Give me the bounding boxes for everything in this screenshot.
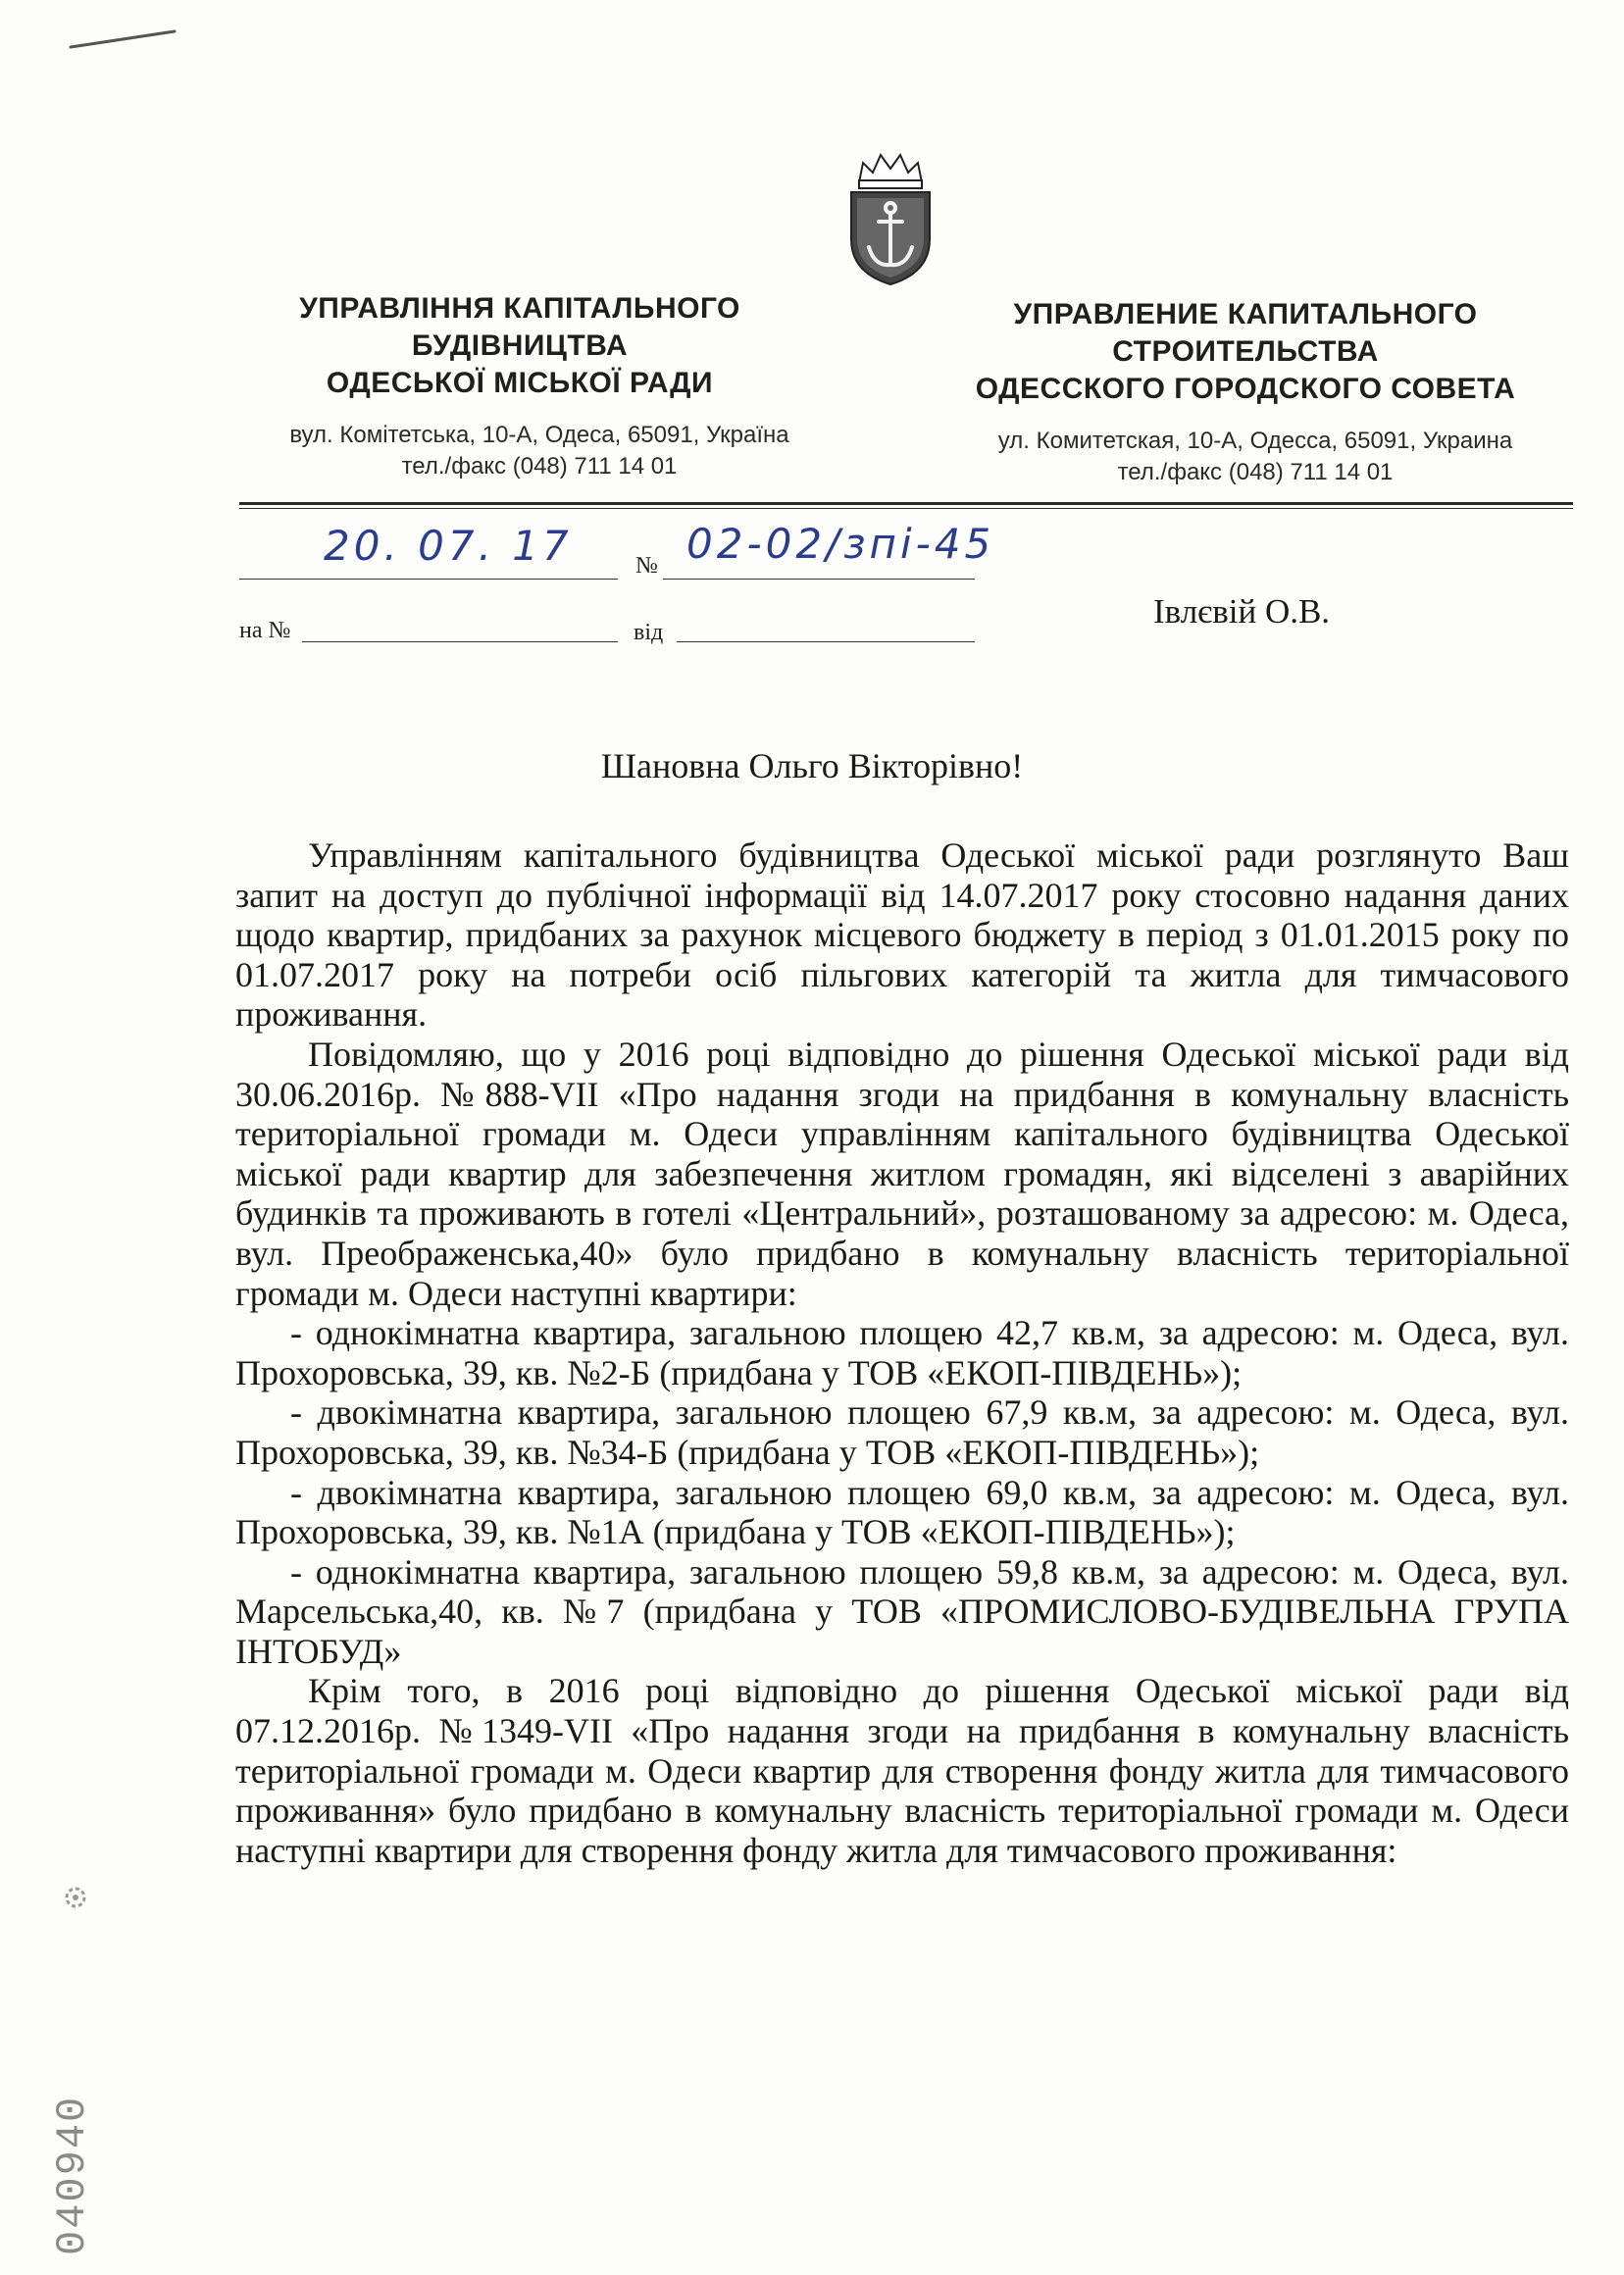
number-label: № [635, 553, 658, 579]
org-name-russian [902, 296, 1589, 408]
paragraph: Крім того, в 2016 році відповідно до рішення Одеської міської ради від 07.12.2016р. №1349-VII «Про надання згоди на придбання в комунальну власність територіальної громади м. Одеси квартир для створення фонду житла для тимчасового проживання» було придбано в комунальну власність територіальної громади м. Одеси наступні квартири для створення фонду житла для тимчасового проживання: [235, 1671, 1569, 1870]
org-address-line: ул. Комитетская, 10-А, Одесса, 65091, Украина [997, 428, 1513, 454]
date-line [239, 579, 618, 580]
org-address-russian [912, 426, 1599, 488]
gear-stamp-icon [59, 1881, 92, 1914]
serial-stamp [49, 2000, 98, 2255]
ref-from-label: від [634, 620, 664, 645]
ref-from-line [677, 641, 975, 642]
addressee: Івлєвій О.В. [1153, 592, 1331, 631]
pen-stroke-mark [69, 27, 177, 51]
serial-number: 040940 [49, 2095, 96, 2255]
header-divider [239, 502, 1573, 505]
list-item: - однокімнатна квартира, загальною площею 42,7 кв.м, за адресою: м. Одеса, вул. Прохоровська, 39, кв. №2-Б (придбана у ТОВ «ЕКОП-ПІВДЕНЬ»); [235, 1313, 1569, 1392]
org-address-ukrainian [226, 420, 853, 482]
org-address-line: вул. Комітетська, 10-А, Одеса, 65091, Україна [289, 422, 789, 448]
org-name-line: УПРАВЛЕНИЕ КАПИТАЛЬНОГО [1013, 298, 1478, 330]
handwritten-number: 02-02/зпі-45 [686, 520, 995, 568]
list-item: - двокімнатна квартира, загальною площею 69,0 кв.м, за адресою: м. Одеса, вул. Прохоровська, 39, кв. №1А (придбана у ТОВ «ЕКОП-ПІВДЕНЬ»); [235, 1472, 1569, 1552]
org-phone: тел./факс (048) 711 14 01 [1117, 459, 1394, 485]
org-phone: тел./факс (048) 711 14 01 [401, 453, 678, 480]
org-name-line: ОДЕССКОГО ГОРОДСКОГО СОВЕТА [975, 373, 1516, 405]
ref-number-line [302, 641, 618, 642]
org-name-line: ОДЕСЬКОЇ МІСЬКОЇ РАДИ [326, 367, 714, 399]
ref-number-label: на № [239, 618, 291, 643]
list-item: - двокімнатна квартира, загальною площею 67,9 кв.м, за адресою: м. Одеса, вул. Прохоровська, 39, кв. №34-Б (придбана у ТОВ «ЕКОП-ПІВДЕНЬ»); [235, 1392, 1569, 1472]
handwritten-date: 20. 07. 17 [324, 522, 573, 570]
org-name-line: СТРОИТЕЛЬСТВА [1112, 335, 1379, 368]
number-line [663, 579, 975, 580]
letter-body [235, 835, 1569, 1870]
org-name-line: УПРАВЛІННЯ КАПІТАЛЬНОГО [299, 292, 740, 325]
header-divider-thin [239, 508, 1573, 509]
list-item: - однокімнатна квартира, загальною площею 59,8 кв.м, за адресою: м. Одеса, вул. Марсельська,40, кв. №7 (придбана у ТОВ «ПРОМИСЛОВО-БУДІВЕЛЬНА ГРУПА ІНТОБУД» [235, 1551, 1569, 1671]
org-name-ukrainian [245, 290, 794, 402]
salutation: Шановна Ольго Вікторівно! [600, 746, 1024, 785]
coat-of-arms-emblem [845, 149, 936, 286]
org-name-line: БУДІВНИЦТВА [411, 329, 629, 362]
paragraph: Управлінням капітального будівництва Одеської міської ради розглянуто Ваш запит на доступ до публічної інформації від 14.07.2017 року стосовно надання даних щодо квартир, придбаних за рахунок місцевого бюджету в період з 01.01.2015 року по 01.07.2017 року на потреби осіб пільгових категорій та житла для тимчасового проживання. [235, 835, 1569, 1035]
paragraph: Повідомляю, що у 2016 році відповідно до рішення Одеської міської ради від 30.06.2016р. №888-VII «Про надання згоди на придбання в комунальну власність територіальної громади м. Одеси управлінням капітального будівництва Одеської міської ради квартир для забезпечення житлом громадян, які відселені з аварійних будинків та проживають в готелі «Центральний», розташованому за адресою: м. Одеса, вул. Преображенська,40» було придбано в комунальну власність територіальної громади м. Одеси наступні квартири: [235, 1034, 1569, 1313]
